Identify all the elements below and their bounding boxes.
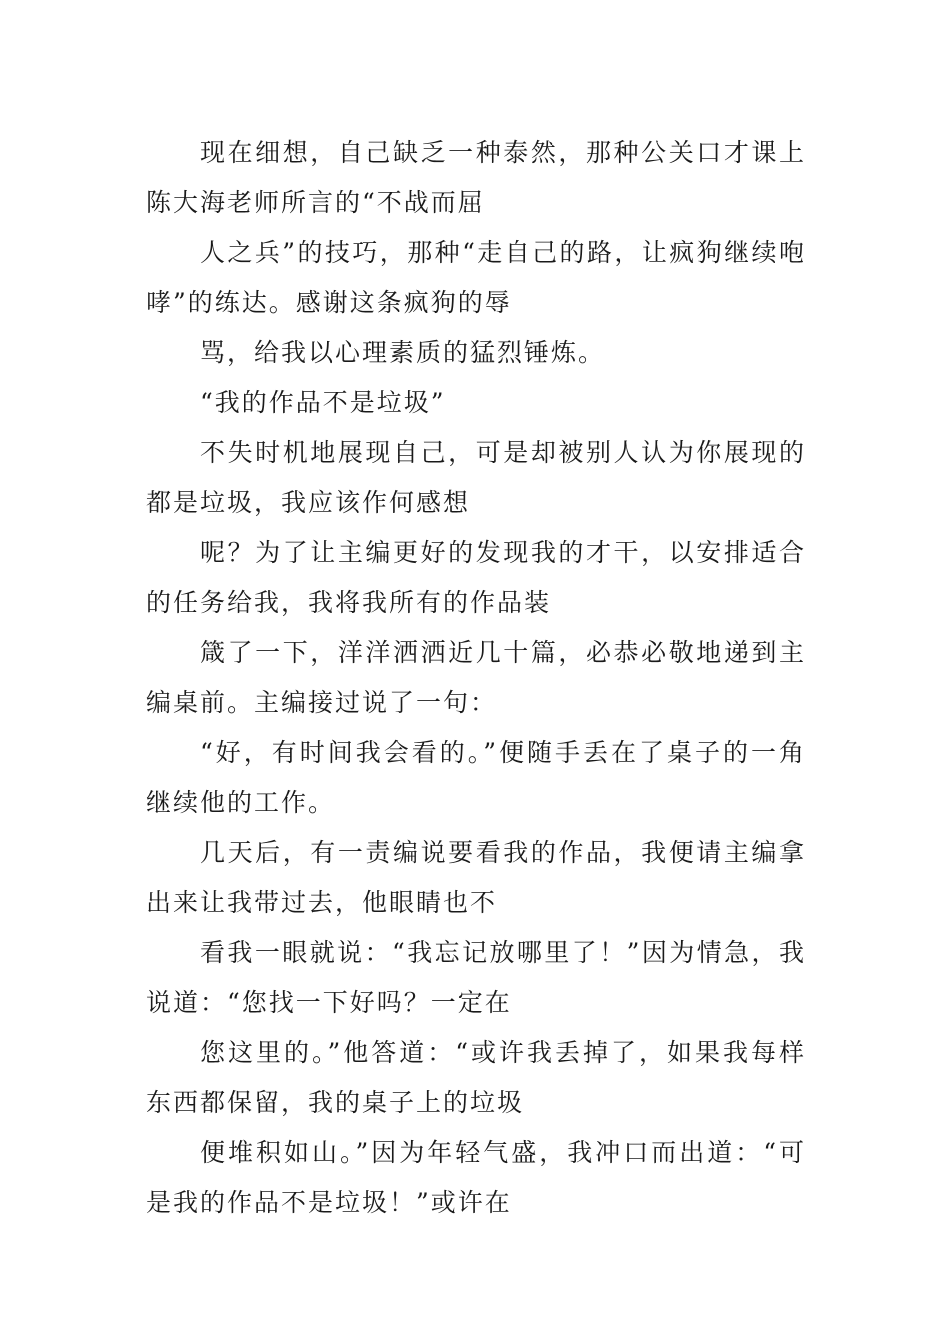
paragraph: 不失时机地展现自己，可是却被别人认为你展现的都是垃圾，我应该作何感想 [146,438,806,517]
paragraph: 箴了一下，洋洋洒洒近几十篇，必恭必敬地递到主编桌前。主编接过说了一句： [146,638,806,717]
paragraph: 您这里的。”他答道：“或许我丢掉了，如果我每样东西都保留，我的桌子上的垃圾 [146,1038,806,1117]
paragraph: 骂，给我以心理素质的猛烈锤炼。 [200,338,606,367]
paragraph: 呢？为了让主编更好的发现我的才干，以安排适合的任务给我，我将我所有的作品装 [146,538,806,617]
paragraph: 看我一眼就说：“我忘记放哪里了！”因为情急，我说道：“您找一下好吗？一定在 [146,938,806,1017]
document-body [146,128,806,1228]
paragraph: 人之兵”的技巧，那种“走自己的路，让疯狗继续咆哮”的练达。感谢这条疯狗的辱 [146,238,806,317]
paragraph: 现在细想，自己缺乏一种泰然，那种公关口才课上陈大海老师所言的“不战而屈 [146,138,806,217]
paragraph: 便堆积如山。”因为年轻气盛，我冲口而出道：“可是我的作品不是垃圾！”或许在 [146,1138,806,1217]
paragraph: 几天后，有一责编说要看我的作品，我便请主编拿出来让我带过去，他眼睛也不 [146,838,806,917]
section-heading: “我的作品不是垃圾” [200,388,446,417]
paragraph: “好，有时间我会看的。”便随手丢在了桌子的一角继续他的工作。 [146,738,806,817]
